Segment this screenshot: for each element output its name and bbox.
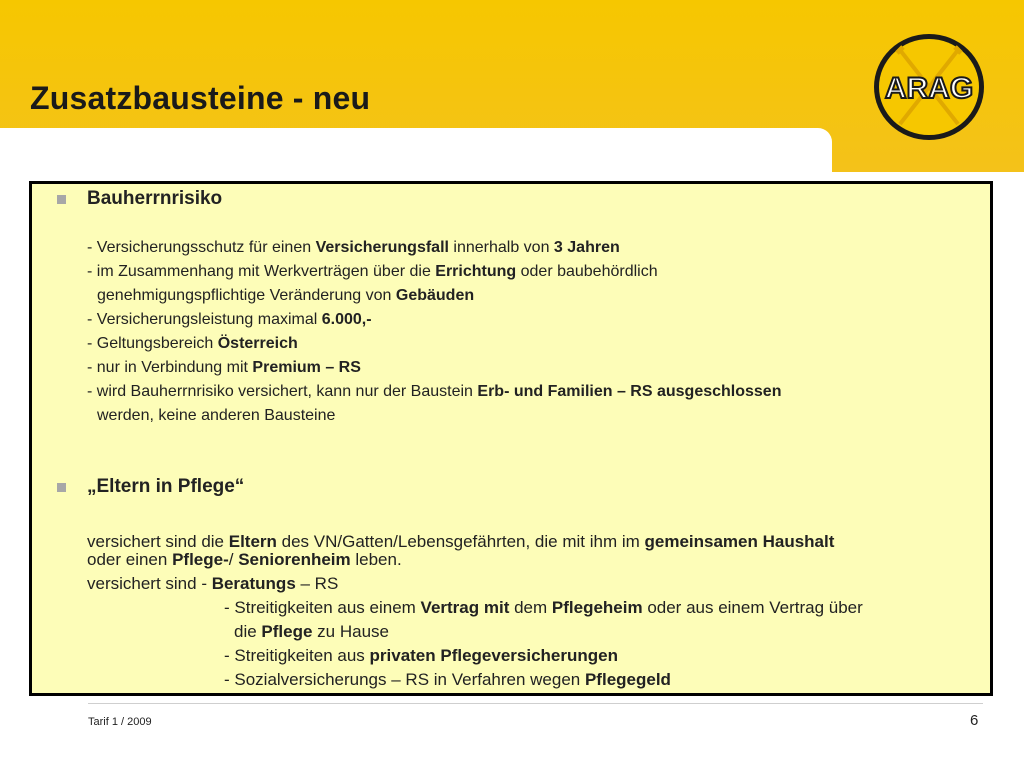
bold-text: 3 Jahren: [553, 239, 620, 256]
text-run: - Versicherungsschutz für einen: [87, 239, 316, 256]
text-run: leben.: [350, 550, 402, 569]
text-line: [224, 670, 671, 689]
page-title: Zusatzbausteine - neu: [30, 80, 371, 116]
bold-text: Premium – RS: [252, 359, 361, 376]
page-number: 6: [970, 712, 979, 729]
section-heading-bauherrnrisiko: Bauherrnrisiko: [87, 188, 223, 209]
bold-text: Beratungs: [211, 574, 296, 593]
text-run: dem: [509, 598, 552, 617]
text-line: [87, 382, 781, 401]
bold-text: Erb- und Familien – RS ausgeschlossen: [477, 383, 782, 400]
bold-text: Pflege-: [172, 550, 229, 569]
bold-text: Pflegegeld: [584, 670, 671, 689]
text-run: - im Zusammenhang mit Werkverträgen über die: [87, 263, 436, 280]
text-run: - Geltungsbereich: [87, 335, 218, 352]
bold-text: Versicherungsfall: [315, 239, 449, 256]
text-run: – RS: [295, 574, 339, 593]
text-line: [224, 598, 863, 617]
bold-text: Österreich: [217, 335, 298, 352]
text-run: versichert sind die: [87, 532, 229, 551]
bold-text: Pflegeheim: [551, 598, 643, 617]
text-line: [87, 532, 834, 551]
bold-text: Vertrag mit: [420, 598, 510, 617]
text-run: /: [228, 550, 239, 569]
text-run: - Streitigkeiten aus einem: [224, 598, 421, 617]
bold-text: Pflege: [261, 622, 313, 641]
arag-logo-icon: [870, 30, 988, 144]
bullet-square-icon: [57, 195, 66, 204]
text-run: des VN/Gatten/Lebensgefährten, die mit ihm im: [276, 532, 645, 551]
text-run: - Streitigkeiten aus: [224, 646, 370, 665]
text-run: innerhalb von: [448, 239, 554, 256]
text-run: - wird Bauherrnrisiko versichert, kann nur der Baustein: [87, 383, 478, 400]
bold-text: gemeinsamen Haushalt: [644, 532, 835, 551]
text-run: oder aus einem Vertrag über: [642, 598, 863, 617]
text-line: [87, 310, 372, 329]
text-run: - Versicherungsleistung maximal: [87, 311, 322, 328]
text-line: [87, 334, 298, 353]
footer-divider: [88, 703, 983, 704]
text-line: [87, 550, 402, 569]
text-run: versichert sind -: [87, 574, 212, 593]
text-run: die: [234, 622, 262, 641]
text-line: [87, 238, 620, 257]
footer-tarif-label: Tarif 1 / 2009: [88, 716, 152, 728]
text-run: oder einen: [87, 550, 173, 569]
text-line: [234, 622, 389, 641]
logo-text: ARAG: [884, 72, 974, 105]
bold-text: Seniorenheim: [238, 550, 351, 569]
text-line: [224, 646, 618, 665]
text-line: [87, 262, 658, 281]
bold-text: Eltern: [228, 532, 277, 551]
bold-text: Errichtung: [435, 263, 517, 280]
text-run: genehmigungspflichtige Veränderung von: [97, 287, 396, 304]
banner-white-cutout: [0, 128, 832, 178]
bold-text: 6.000,-: [321, 311, 372, 328]
text-run: - nur in Verbindung mit: [87, 359, 253, 376]
text-run: zu Hause: [312, 622, 389, 641]
text-run: oder baubehördlich: [516, 263, 658, 280]
section-heading-eltern-in-pflege: „Eltern in Pflege“: [87, 476, 245, 497]
text-line: [97, 286, 474, 305]
text-line: [97, 406, 335, 425]
bold-text: privaten Pflegeversicherungen: [369, 646, 618, 665]
bullet-square-icon: [57, 483, 66, 492]
text-run: - Sozialversicherungs – RS in Verfahren wegen: [224, 670, 585, 689]
text-run: werden, keine anderen Bausteine: [97, 407, 336, 424]
content-box: [29, 181, 993, 696]
bold-text: Gebäuden: [395, 287, 475, 304]
text-line: [87, 358, 361, 377]
text-line: [87, 574, 338, 593]
